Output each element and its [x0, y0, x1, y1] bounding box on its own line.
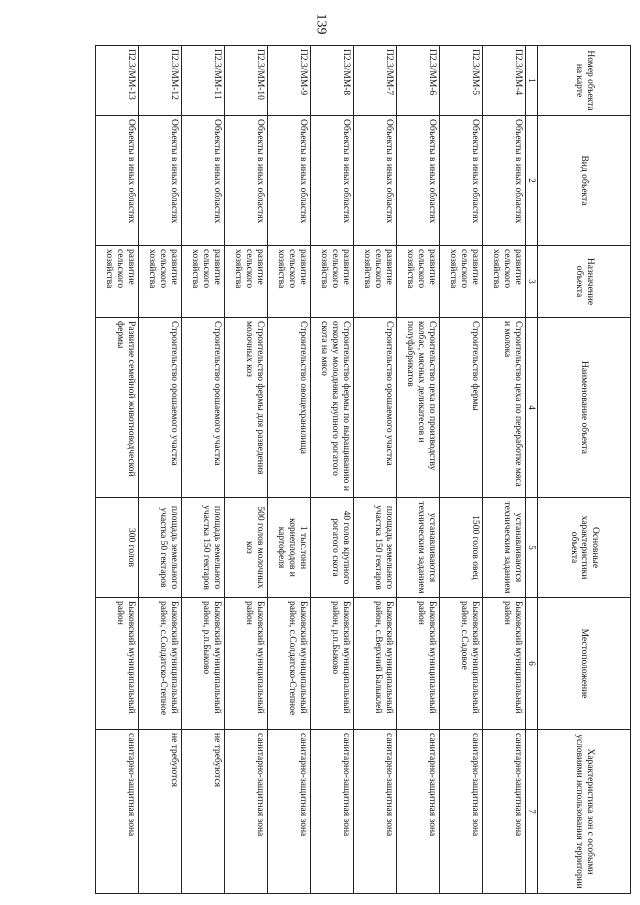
table-row	[268, 46, 311, 894]
object-type: Объекты в иных областях	[397, 116, 440, 246]
object-type: Объекты в иных областях	[268, 116, 311, 246]
object-purpose: развитие сельского хозяйства	[311, 246, 354, 318]
object-type: Объекты в иных областях	[483, 116, 526, 246]
header-zones: Характеристика зон с особыми условиями использования территории	[538, 730, 631, 894]
header-purpose: Назначение объекта	[538, 246, 631, 318]
page-number: 139	[313, 13, 328, 35]
object-characteristics: площадь земельного участка 150 гектаров	[182, 498, 225, 598]
object-number: П2.3/ММ-7	[354, 46, 397, 116]
table-row	[311, 46, 354, 894]
object-location: Быковский муниципальный район	[397, 598, 440, 730]
object-name: Строительство фермы по выращиванию и откорму молодняка крупного рогатого скота на мясо	[311, 318, 354, 498]
table-row	[440, 46, 483, 894]
object-name: Строительство орошаемого участка	[139, 318, 182, 498]
object-characteristics: 1 тыс.тонн корнеплодов и картофеля	[268, 498, 311, 598]
object-type: Объекты в иных областях	[311, 116, 354, 246]
object-number: П2.3/ММ-9	[268, 46, 311, 116]
header-row	[538, 46, 631, 894]
table-row	[225, 46, 268, 894]
column-number: 5	[526, 498, 538, 598]
object-zones: санитарно-защитная зона	[311, 730, 354, 894]
object-type: Объекты в иных областях	[96, 116, 139, 246]
column-number: 3	[526, 246, 538, 318]
object-name: Строительство фермы	[440, 318, 483, 498]
header-type: Вид объекта	[538, 116, 631, 246]
object-location: Быковский муниципальный район, с.Садовое	[440, 598, 483, 730]
object-purpose: развитие сельского хозяйства	[354, 246, 397, 318]
object-name: Строительство орошаемого участка	[354, 318, 397, 498]
object-type: Объекты в иных областях	[440, 116, 483, 246]
object-location: Быковский муниципальный район, с.Солдатско-Степное	[139, 598, 182, 730]
column-number: 7	[526, 730, 538, 894]
object-characteristics: 300 голов	[96, 498, 139, 598]
header-location: Местоположение	[538, 598, 631, 730]
object-characteristics: площадь земельного участка 150 гектаров	[354, 498, 397, 598]
object-number: П2.3/ММ-11	[182, 46, 225, 116]
object-name: Строительство фермы для разведения молочных коз	[225, 318, 268, 498]
object-characteristics: устанавливаются техническим заданием	[483, 498, 526, 598]
object-type: Объекты в иных областях	[139, 116, 182, 246]
rotated-table-area	[65, 45, 631, 893]
table-row	[96, 46, 139, 894]
table-row	[139, 46, 182, 894]
object-zones: санитарно-защитная зона	[397, 730, 440, 894]
object-zones: санитарно-защитная зона	[354, 730, 397, 894]
object-type: Объекты в иных областях	[225, 116, 268, 246]
table-row	[397, 46, 440, 894]
header-name: Наименование объекта	[538, 318, 631, 498]
object-number: П2.3/ММ-12	[139, 46, 182, 116]
object-purpose: развитие сельского хозяйства	[139, 246, 182, 318]
object-purpose: развитие сельского хозяйства	[483, 246, 526, 318]
object-characteristics: 500 голов молочных коз	[225, 498, 268, 598]
object-zones: санитарно-защитная зона	[483, 730, 526, 894]
object-characteristics: 40 голов крупного рогатого скота	[311, 498, 354, 598]
object-purpose: развитие сельского хозяйства	[440, 246, 483, 318]
object-number: П2.3/ММ-13	[96, 46, 139, 116]
object-type: Объекты в иных областях	[354, 116, 397, 246]
object-characteristics: 1500 голов овец	[440, 498, 483, 598]
column-number: 6	[526, 598, 538, 730]
column-number: 2	[526, 116, 538, 246]
header-characteristics: Основные характеристики объекта	[538, 498, 631, 598]
object-purpose: развитие сельского хозяйства	[225, 246, 268, 318]
object-name: Развитие семейной животноводческой фермы	[96, 318, 139, 498]
object-location: Быковский муниципальный район	[96, 598, 139, 730]
object-location: Быковский муниципальный район	[483, 598, 526, 730]
table-row	[354, 46, 397, 894]
object-zones: не требуются	[182, 730, 225, 894]
object-number: П2.3/ММ-8	[311, 46, 354, 116]
object-location: Быковский муниципальный район, р.п.Быково	[182, 598, 225, 730]
object-zones: не требуются	[139, 730, 182, 894]
column-number-row	[526, 46, 538, 894]
object-location: Быковский муниципальный район, с.Солдатско-Степное	[268, 598, 311, 730]
object-characteristics: площадь земельного участка 50 гектаров	[139, 498, 182, 598]
object-purpose: развитие сельского хозяйства	[268, 246, 311, 318]
object-number: П2.3/ММ-5	[440, 46, 483, 116]
object-number: П2.3/ММ-4	[483, 46, 526, 116]
object-name: Строительство цеха по переработке мяса и молока	[483, 318, 526, 498]
header-number: Номер объекта на карте	[538, 46, 631, 116]
object-purpose: развитие сельского хозяйства	[182, 246, 225, 318]
object-type: Объекты в иных областях	[182, 116, 225, 246]
table-row	[182, 46, 225, 894]
object-name: Строительство цеха по производству колбас, мясных деликатесов и полуфабрикатов	[397, 318, 440, 498]
object-location: Быковский муниципальный район, с.Верхний Балыклей	[354, 598, 397, 730]
table-row	[483, 46, 526, 894]
object-name: Строительство орошаемого участка	[182, 318, 225, 498]
column-number: 4	[526, 318, 538, 498]
object-purpose: развитие сельского хозяйства	[397, 246, 440, 318]
object-purpose: развитие сельского хозяйства	[96, 246, 139, 318]
object-location: Быковский муниципальный район	[225, 598, 268, 730]
object-name: Строительство овощехранилища	[268, 318, 311, 498]
objects-table	[95, 45, 631, 894]
object-zones: санитарно-защитная зона	[440, 730, 483, 894]
object-number: П2.3/ММ-10	[225, 46, 268, 116]
object-location: Быковский муниципальный район, р.п.Быково	[311, 598, 354, 730]
object-number: П2.3/ММ-6	[397, 46, 440, 116]
object-zones: санитарно-защитная зона	[225, 730, 268, 894]
column-number: 1	[526, 46, 538, 116]
object-zones: санитарно-защитная зона	[268, 730, 311, 894]
object-zones: санитарно-защитная зона	[96, 730, 139, 894]
object-characteristics: устанавливаются техническим заданием	[397, 498, 440, 598]
